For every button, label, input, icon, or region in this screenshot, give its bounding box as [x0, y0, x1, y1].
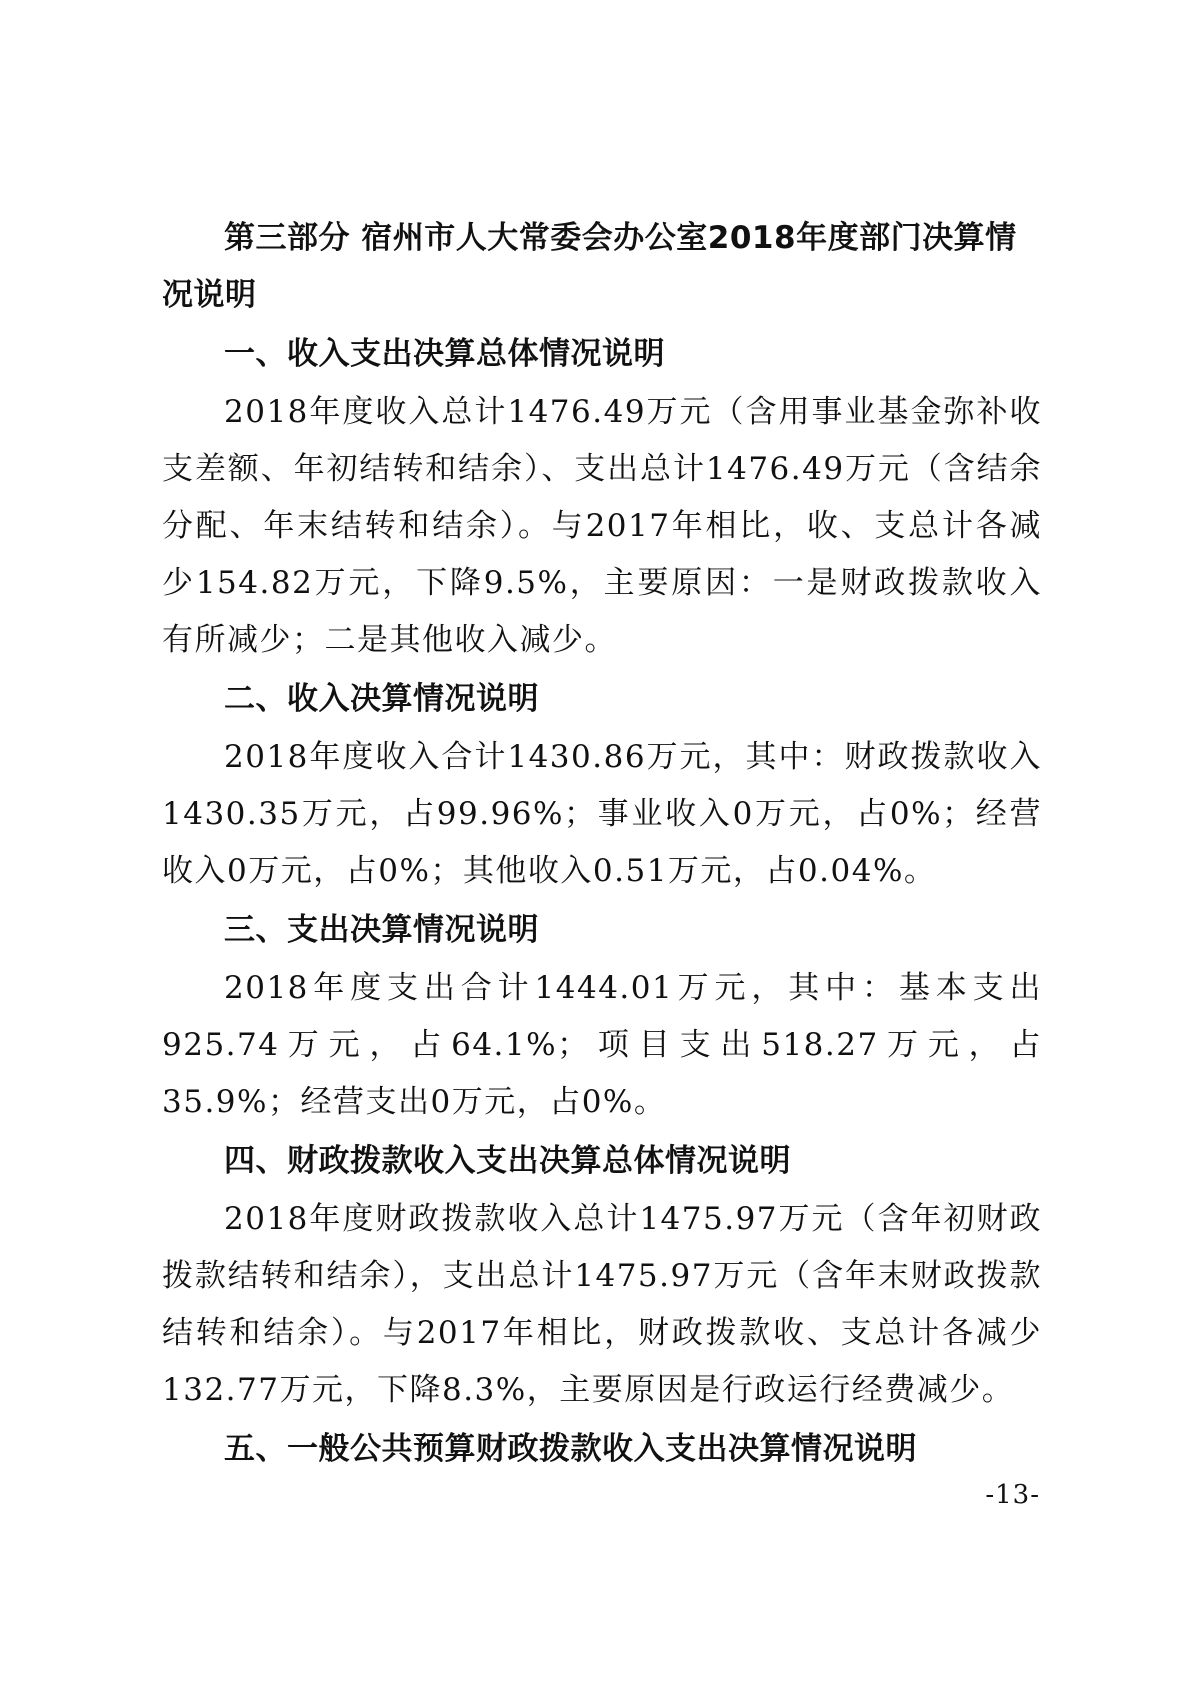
section-heading-3: 三、支出决算情况说明	[224, 912, 539, 948]
section-paragraph-1: 2018年度收入总计1476.49万元（含用事业基金弥补收支差额、年初结转和结余）、支出总计1476.49万元（含结余分配、年末结转和结余）。与2017年相比，收、支总计各减少154.82万元，下降9.5%，主要原因：一是财政拨款收入有所减少；二是其他收入减少。	[162, 394, 1042, 658]
page-number: -13-	[985, 1480, 1040, 1510]
document-title: 第三部分 宿州市人大常委会办公室2018年度部门决算情况说明	[162, 220, 1017, 313]
section-paragraph-2: 2018年度收入合计1430.86万元，其中：财政拨款收入1430.35万元，占99.96%；事业收入0万元，占0%；经营收入0万元，占0%；其他收入0.51万元，占0.04%。	[162, 739, 1042, 889]
section-heading-4: 四、财政拨款收入支出决算总体情况说明	[224, 1143, 791, 1179]
section-heading-2: 二、收入决算情况说明	[224, 681, 539, 717]
section-paragraph-3: 2018年度支出合计1444.01万元，其中：基本支出925.74万元，占64.1%；项目支出518.27万元，占35.9%；经营支出0万元，占0%。	[162, 970, 1042, 1120]
section-heading-1: 一、收入支出决算总体情况说明	[224, 336, 665, 372]
section-heading-5: 五、一般公共预算财政拨款收入支出决算情况说明	[224, 1431, 917, 1467]
document-body	[162, 210, 1042, 1479]
section-paragraph-4: 2018年度财政拨款收入总计1475.97万元（含年初财政拨款结转和结余），支出总计1475.97万元（含年末财政拨款结转和结余）。与2017年相比，财政拨款收、支总计各减少132.77万元，下降8.3%，主要原因是行政运行经费减少。	[162, 1201, 1042, 1408]
